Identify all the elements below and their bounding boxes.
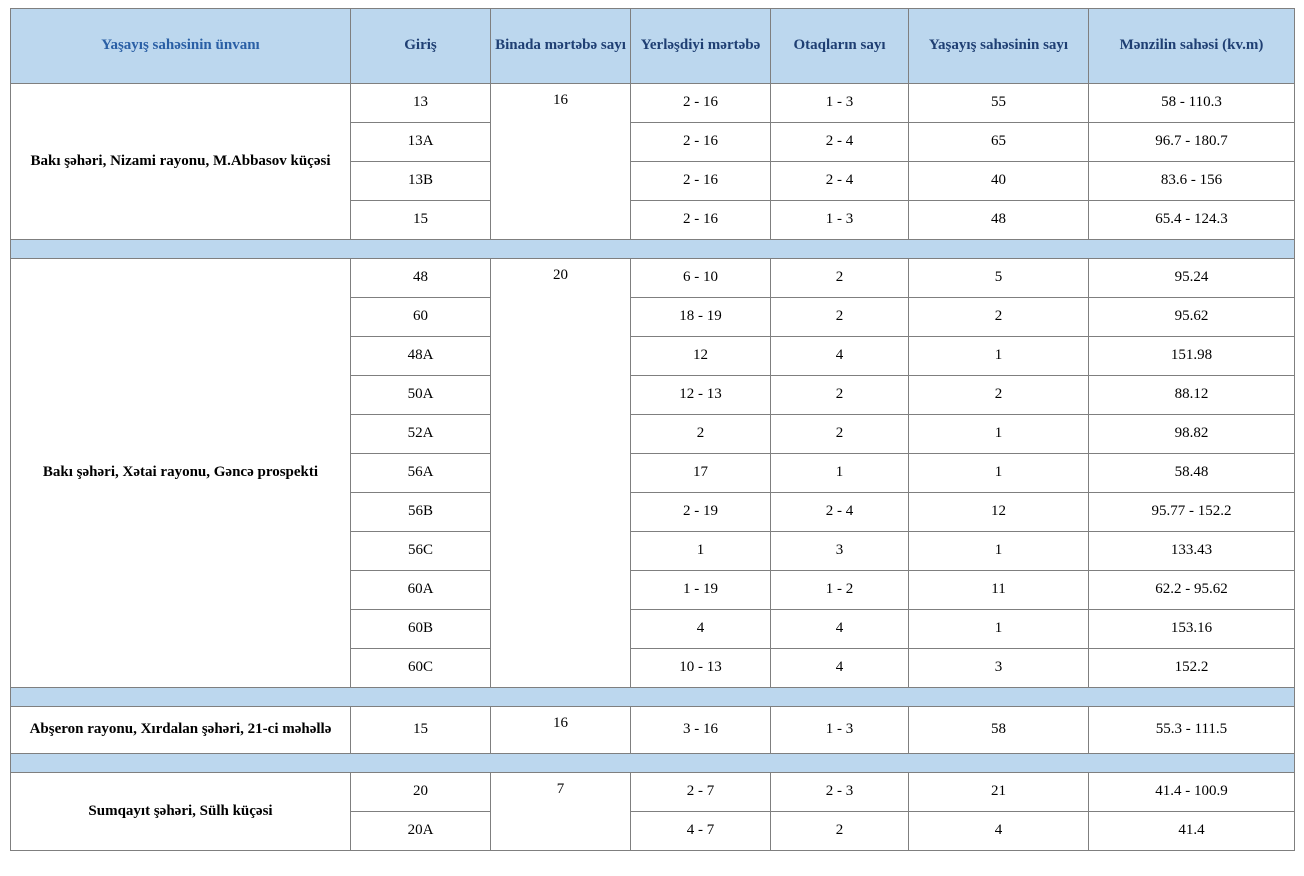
cell-apartment-area: 133.43 xyxy=(1089,532,1295,571)
cell-rooms: 1 - 3 xyxy=(771,707,909,754)
cell-located-floor: 1 xyxy=(631,532,771,571)
cell-apartment-area: 95.77 - 152.2 xyxy=(1089,493,1295,532)
cell-located-floor: 4 - 7 xyxy=(631,812,771,851)
cell-rooms: 1 - 3 xyxy=(771,201,909,240)
cell-entry: 15 xyxy=(351,707,491,754)
cell-entry: 60 xyxy=(351,298,491,337)
cell-units-count: 1 xyxy=(909,532,1089,571)
cell-entry: 60C xyxy=(351,649,491,688)
cell-located-floor: 12 - 13 xyxy=(631,376,771,415)
cell-rooms: 4 xyxy=(771,610,909,649)
cell-entry: 20 xyxy=(351,773,491,812)
cell-apartment-area: 55.3 - 111.5 xyxy=(1089,707,1295,754)
cell-apartment-area: 83.6 - 156 xyxy=(1089,162,1295,201)
cell-rooms: 1 - 3 xyxy=(771,84,909,123)
group-separator-row xyxy=(11,754,1295,773)
cell-units-count: 1 xyxy=(909,454,1089,493)
cell-apartment-area: 95.62 xyxy=(1089,298,1295,337)
cell-rooms: 1 xyxy=(771,454,909,493)
column-header-located-floor: Yerləşdiyi mərtəbə xyxy=(631,9,771,84)
cell-entry: 48A xyxy=(351,337,491,376)
cell-located-floor: 2 - 16 xyxy=(631,201,771,240)
cell-units-count: 2 xyxy=(909,298,1089,337)
table-body xyxy=(11,84,1295,851)
cell-address: Bakı şəhəri, Nizami rayonu, M.Abbasov küçəsi xyxy=(11,84,351,240)
cell-located-floor: 10 - 13 xyxy=(631,649,771,688)
cell-located-floor: 2 xyxy=(631,415,771,454)
cell-entry: 60B xyxy=(351,610,491,649)
cell-rooms: 1 - 2 xyxy=(771,571,909,610)
cell-units-count: 40 xyxy=(909,162,1089,201)
cell-apartment-area: 41.4 xyxy=(1089,812,1295,851)
column-header-rooms: Otaqların sayı xyxy=(771,9,909,84)
cell-apartment-area: 151.98 xyxy=(1089,337,1295,376)
cell-apartment-area: 96.7 - 180.7 xyxy=(1089,123,1295,162)
cell-units-count: 55 xyxy=(909,84,1089,123)
cell-entry: 13B xyxy=(351,162,491,201)
cell-apartment-area: 58.48 xyxy=(1089,454,1295,493)
cell-entry: 56B xyxy=(351,493,491,532)
cell-located-floor: 1 - 19 xyxy=(631,571,771,610)
cell-address: Sumqayıt şəhəri, Sülh küçəsi xyxy=(11,773,351,851)
cell-units-count: 3 xyxy=(909,649,1089,688)
cell-entry: 20A xyxy=(351,812,491,851)
column-header-building-floors: Binada mərtəbə sayı xyxy=(491,9,631,84)
table-row xyxy=(11,707,1295,754)
cell-entry: 15 xyxy=(351,201,491,240)
cell-units-count: 4 xyxy=(909,812,1089,851)
column-header-address: Yaşayış sahəsinin ünvanı xyxy=(11,9,351,84)
cell-address: Bakı şəhəri, Xətai rayonu, Gəncə prospekti xyxy=(11,259,351,688)
cell-units-count: 48 xyxy=(909,201,1089,240)
cell-entry: 56C xyxy=(351,532,491,571)
cell-rooms: 2 xyxy=(771,376,909,415)
cell-apartment-area: 95.24 xyxy=(1089,259,1295,298)
cell-units-count: 1 xyxy=(909,610,1089,649)
cell-entry: 13A xyxy=(351,123,491,162)
cell-rooms: 2 xyxy=(771,415,909,454)
group-separator-row xyxy=(11,240,1295,259)
cell-units-count: 65 xyxy=(909,123,1089,162)
cell-located-floor: 2 - 19 xyxy=(631,493,771,532)
cell-address: Abşeron rayonu, Xırdalan şəhəri, 21-ci məhəllə xyxy=(11,707,351,754)
cell-units-count: 12 xyxy=(909,493,1089,532)
column-header-units-count: Yaşayış sahəsinin sayı xyxy=(909,9,1089,84)
table-header-row xyxy=(11,9,1295,84)
cell-entry: 52A xyxy=(351,415,491,454)
cell-rooms: 2 - 4 xyxy=(771,162,909,201)
cell-building-floors: 16 xyxy=(491,84,631,240)
cell-located-floor: 2 - 16 xyxy=(631,162,771,201)
cell-rooms: 4 xyxy=(771,649,909,688)
table-row xyxy=(11,259,1295,298)
cell-rooms: 2 xyxy=(771,812,909,851)
cell-units-count: 1 xyxy=(909,415,1089,454)
cell-located-floor: 6 - 10 xyxy=(631,259,771,298)
cell-apartment-area: 98.82 xyxy=(1089,415,1295,454)
residential-area-table xyxy=(10,8,1295,851)
cell-apartment-area: 62.2 - 95.62 xyxy=(1089,571,1295,610)
cell-building-floors: 16 xyxy=(491,707,631,754)
cell-apartment-area: 58 - 110.3 xyxy=(1089,84,1295,123)
cell-located-floor: 3 - 16 xyxy=(631,707,771,754)
cell-rooms: 2 - 4 xyxy=(771,493,909,532)
cell-located-floor: 2 - 16 xyxy=(631,123,771,162)
cell-rooms: 2 xyxy=(771,298,909,337)
group-separator-cell xyxy=(11,240,1295,259)
cell-apartment-area: 152.2 xyxy=(1089,649,1295,688)
cell-rooms: 4 xyxy=(771,337,909,376)
table-row xyxy=(11,84,1295,123)
cell-apartment-area: 65.4 - 124.3 xyxy=(1089,201,1295,240)
cell-apartment-area: 88.12 xyxy=(1089,376,1295,415)
cell-entry: 13 xyxy=(351,84,491,123)
group-separator-row xyxy=(11,688,1295,707)
cell-units-count: 11 xyxy=(909,571,1089,610)
cell-building-floors: 7 xyxy=(491,773,631,851)
column-header-apartment-area: Mənzilin sahəsi (kv.m) xyxy=(1089,9,1295,84)
cell-located-floor: 2 - 7 xyxy=(631,773,771,812)
cell-units-count: 21 xyxy=(909,773,1089,812)
cell-located-floor: 4 xyxy=(631,610,771,649)
cell-apartment-area: 41.4 - 100.9 xyxy=(1089,773,1295,812)
table-header xyxy=(11,9,1295,84)
cell-located-floor: 12 xyxy=(631,337,771,376)
cell-rooms: 2 - 3 xyxy=(771,773,909,812)
cell-units-count: 2 xyxy=(909,376,1089,415)
group-separator-cell xyxy=(11,688,1295,707)
cell-entry: 48 xyxy=(351,259,491,298)
cell-rooms: 3 xyxy=(771,532,909,571)
column-header-entry: Giriş xyxy=(351,9,491,84)
cell-units-count: 1 xyxy=(909,337,1089,376)
table-row xyxy=(11,773,1295,812)
cell-located-floor: 18 - 19 xyxy=(631,298,771,337)
cell-building-floors: 20 xyxy=(491,259,631,688)
cell-units-count: 58 xyxy=(909,707,1089,754)
cell-rooms: 2 xyxy=(771,259,909,298)
cell-entry: 60A xyxy=(351,571,491,610)
cell-rooms: 2 - 4 xyxy=(771,123,909,162)
cell-located-floor: 2 - 16 xyxy=(631,84,771,123)
group-separator-cell xyxy=(11,754,1295,773)
cell-units-count: 5 xyxy=(909,259,1089,298)
cell-entry: 50A xyxy=(351,376,491,415)
cell-apartment-area: 153.16 xyxy=(1089,610,1295,649)
cell-located-floor: 17 xyxy=(631,454,771,493)
cell-entry: 56A xyxy=(351,454,491,493)
